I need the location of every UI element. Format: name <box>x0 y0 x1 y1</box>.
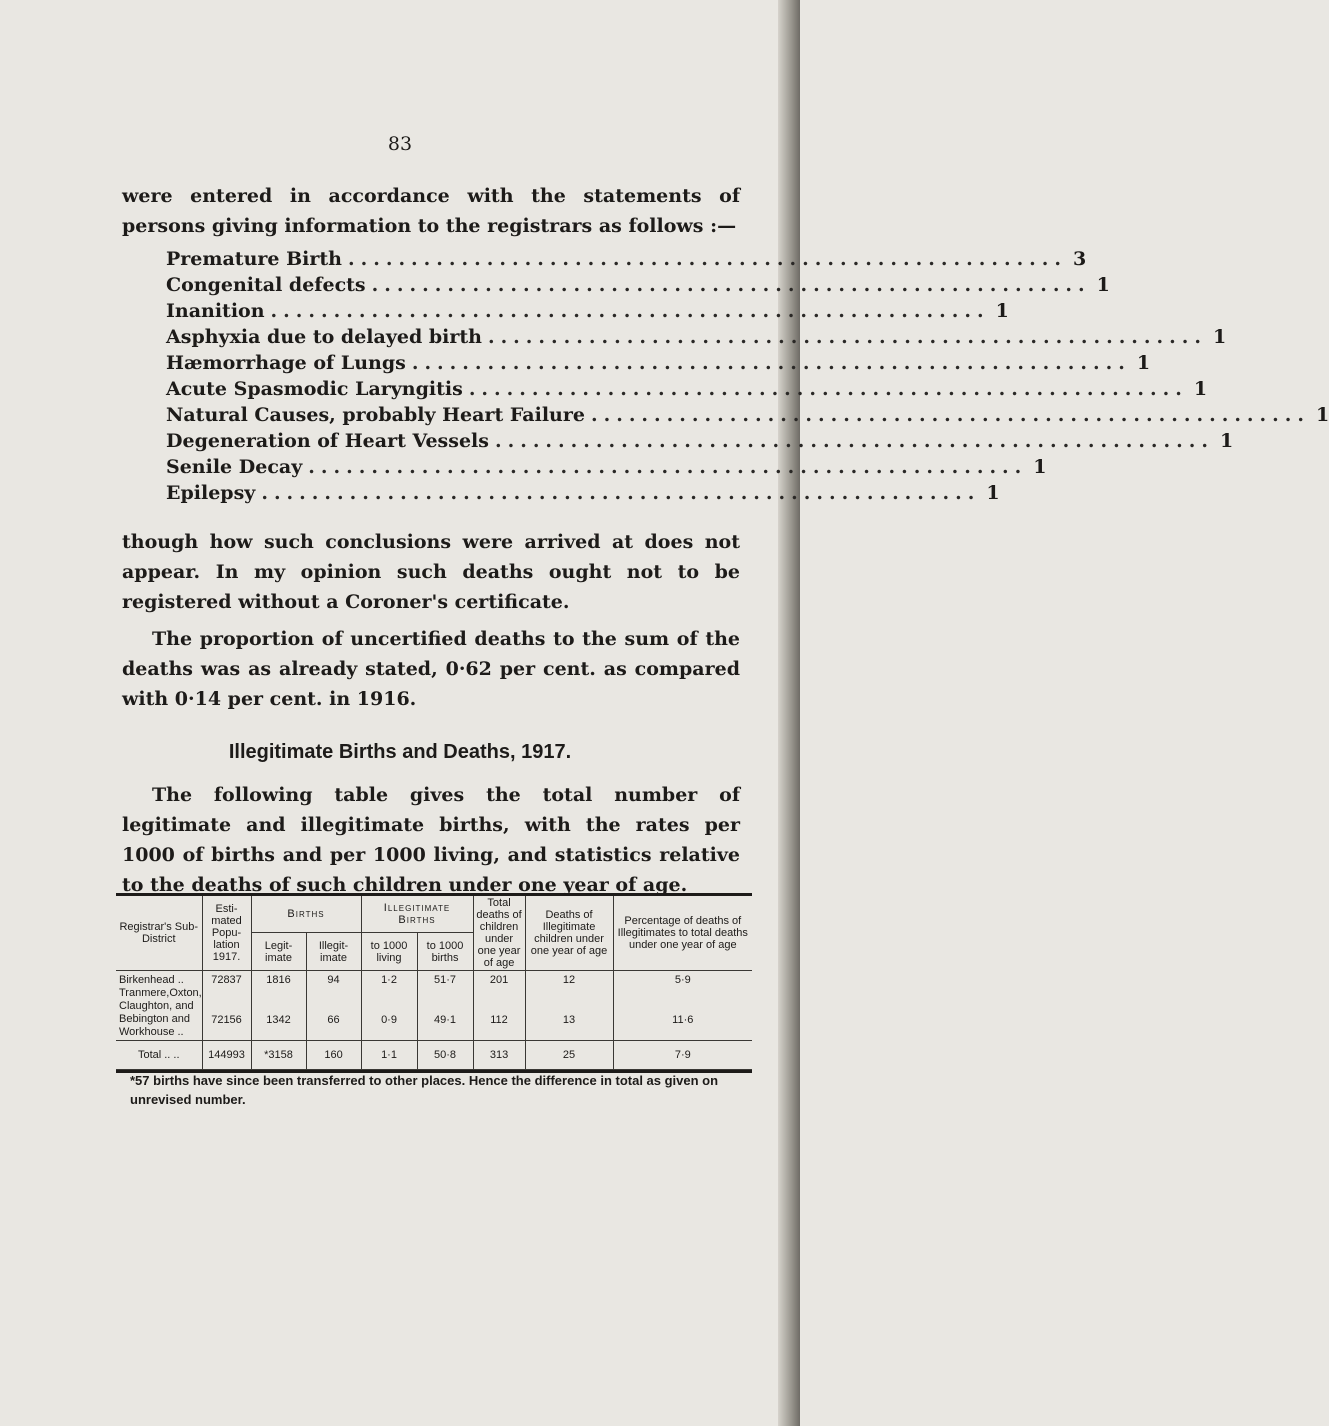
district-birkenhead: Birkenhead .. <box>119 974 184 986</box>
cause-count: 1 <box>1213 326 1227 348</box>
value: 5·9 <box>674 974 691 986</box>
district-tranmere: Tranmere,Oxton, Claughton, and Bebington and Workhouse .. <box>119 987 202 1038</box>
value: 0·9 <box>381 1014 397 1026</box>
cause-item <box>166 482 1000 508</box>
header-percentage: Percentage of deaths of Illegitimates to total deaths under one year of age <box>613 896 752 971</box>
value: 94 <box>327 974 340 986</box>
value: 72837 <box>211 974 242 986</box>
causes-list <box>166 248 1329 508</box>
cell-total-label: Total .. .. <box>116 1041 202 1070</box>
header-per-1000-births: to 1000 births <box>417 933 473 971</box>
cause-item <box>166 352 1151 378</box>
leader-dots: ......................................................... <box>261 482 981 504</box>
cause-name: Epilepsy <box>166 482 256 504</box>
cause-item <box>166 430 1234 456</box>
cause-count: 1 <box>1316 404 1329 426</box>
cell-total-legitimate: *3158 <box>251 1041 306 1070</box>
cell-illegitimate-deaths <box>525 971 613 1041</box>
leader-dots: ......................................................... <box>270 300 990 322</box>
page-number: 83 <box>387 133 413 155</box>
header-illegitimate: Illegit-imate <box>306 933 361 971</box>
value: 66 <box>327 1014 340 1026</box>
cause-item <box>166 300 1009 326</box>
cell-total-population: 144993 <box>202 1041 251 1070</box>
value: 1·2 <box>381 974 397 986</box>
header-population: Esti-mated Popu-lation 1917. <box>202 896 251 971</box>
cause-count: 3 <box>1073 248 1087 270</box>
cell-total-illegitimate: 160 <box>306 1041 361 1070</box>
leader-dots: ......................................................... <box>494 430 1215 452</box>
value: 1342 <box>266 1014 291 1026</box>
leader-dots: ......................................................... <box>487 326 1207 348</box>
cause-name: Asphyxia due to delayed birth <box>166 326 482 348</box>
cause-name: Natural Causes, probably Heart Failure <box>166 404 585 426</box>
leader-dots: ......................................................... <box>308 456 1028 478</box>
header-total-deaths: Total deaths of children under one year of age <box>473 896 525 971</box>
cell-per-1000-births <box>417 971 473 1041</box>
conclusion-paragraph: though how such conclusions were arrived at does not appear. In my opinion such deaths ought not to be registered without a Coroner's certificate. <box>122 531 740 613</box>
cell-total-illegitimate-deaths: 25 <box>525 1041 613 1070</box>
statistics-table <box>116 893 752 1073</box>
header-births: Births <box>251 896 361 933</box>
cause-item <box>166 248 1087 274</box>
cause-count: 1 <box>986 482 1000 504</box>
value: 13 <box>562 1014 576 1026</box>
cell-total-per-1000-births: 50·8 <box>417 1041 473 1070</box>
value: 11·6 <box>672 1014 694 1026</box>
cause-name: Degeneration of Heart Vessels <box>166 430 489 452</box>
header-illegitimate-deaths: Deaths of Illegitimate children under one year of age <box>525 896 613 971</box>
footnote: *57 births have since been transferred to other places. Hence the difference in total as given on unrevised number. <box>130 1073 719 1107</box>
cause-item <box>166 404 1329 430</box>
cause-name: Premature Birth <box>166 248 342 270</box>
leader-dots: ......................................................... <box>590 404 1311 426</box>
page-edge-shadow <box>778 0 800 1426</box>
cause-name: Acute Spasmodic Laryngitis <box>166 378 463 400</box>
cause-name: Hæmorrhage of Lungs <box>166 352 406 374</box>
cause-item <box>166 456 1047 482</box>
cause-count: 1 <box>995 300 1009 322</box>
table-total-row <box>116 1041 752 1070</box>
header-legitimate: Legit-imate <box>251 933 306 971</box>
header-district: Registrar's Sub-District <box>116 896 202 971</box>
cause-name: Senile Decay <box>166 456 303 478</box>
cause-item <box>166 274 1110 300</box>
cause-item <box>166 378 1208 404</box>
cell-total-deaths: 313 <box>473 1041 525 1070</box>
value: 49·1 <box>434 1014 457 1026</box>
leader-dots: ......................................................... <box>468 378 1188 400</box>
value: 112 <box>490 1014 508 1026</box>
header-illegitimate-births: Illegitimate Births <box>361 896 473 933</box>
cause-count: 1 <box>1193 378 1208 400</box>
cell-population <box>202 971 251 1041</box>
leader-dots: ......................................................... <box>347 248 1068 270</box>
cell-percentage <box>613 971 752 1041</box>
table-row <box>116 971 752 1041</box>
value: 201 <box>489 974 509 986</box>
cause-name: Congenital defects <box>166 274 366 296</box>
cause-count: 1 <box>1096 274 1110 296</box>
value: 1816 <box>266 974 291 986</box>
section-heading: Illegitimate Births and Deaths, 1917. <box>228 741 572 763</box>
cell-per-1000-living <box>361 971 417 1041</box>
cause-count: 1 <box>1220 430 1234 452</box>
value: 72156 <box>211 1014 242 1026</box>
cell-legitimate <box>251 971 306 1041</box>
cell-illegitimate <box>306 971 361 1041</box>
leader-dots: ......................................................... <box>371 274 1091 296</box>
cell-total-percentage: 7·9 <box>613 1041 752 1070</box>
cell-total-per-1000-living: 1·1 <box>361 1041 417 1070</box>
value: 12 <box>562 974 576 986</box>
header-per-1000-living: to 1000 living <box>361 933 417 971</box>
cell-total-deaths <box>473 971 525 1041</box>
cell-district <box>116 971 202 1041</box>
intro-paragraph: were entered in accordance with the statements of persons giving information to the registrars as follows :— <box>122 185 740 237</box>
cause-item <box>166 326 1227 352</box>
proportion-paragraph: The proportion of uncertified deaths to the sum of the deaths was as already stated, 0·62 per cent. as compared with 0·14 per cent. in 1916. <box>122 628 740 710</box>
leader-dots: ......................................................... <box>411 352 1131 374</box>
cause-count: 1 <box>1033 456 1047 478</box>
table-intro-paragraph: The following table gives the total number of legitimate and illegitimate births, with the rates per 1000 of births and per 1000 living, and statistics relative to the deaths of such children under one year of age. <box>122 784 740 896</box>
cause-name: Inanition <box>166 300 265 322</box>
cause-count: 1 <box>1136 352 1151 374</box>
value: 51·7 <box>434 974 457 986</box>
